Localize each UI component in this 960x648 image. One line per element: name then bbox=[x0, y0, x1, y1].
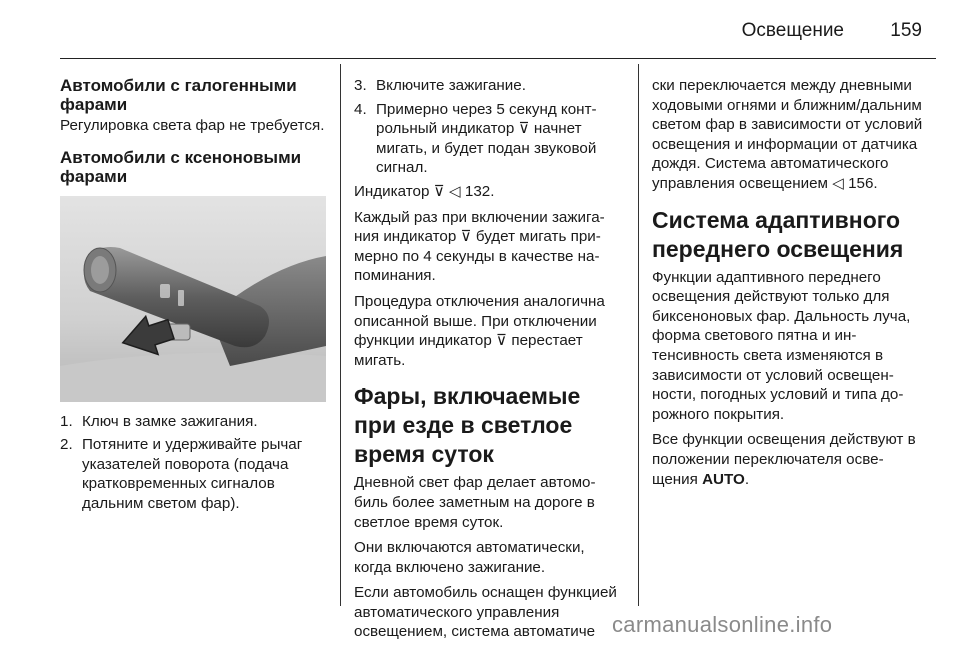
text-span: . bbox=[744, 470, 750, 488]
list-item bbox=[60, 435, 328, 513]
paragraph-halogen: Регулировка света фар не требуется. bbox=[60, 117, 325, 134]
paragraph-indicator-ref: Индикатор ⊽ ◁ 132. bbox=[354, 182, 495, 200]
heading-daytime-running-lights: Фары, включаемые при езде в светлое время суток bbox=[354, 383, 581, 468]
list-text: Примерно через 5 секунд контрольный индикатор ⊽ начнет мигать, и будет подан звуковой сигнал. bbox=[376, 100, 597, 177]
paragraph-drl-3: Если автомобиль оснащен функцией автоматического управления освещением, система автоматиче bbox=[354, 584, 617, 641]
heading-xenon: Автомобили с ксеноновыми фарами bbox=[60, 147, 302, 186]
paragraph-reminder: Каждый раз при включении зажигания индикатор ⊽ будет мигать примерно по 4 секунды в качестве напоминания. bbox=[354, 208, 605, 285]
list-item bbox=[354, 76, 624, 96]
list-number: 4. bbox=[354, 100, 367, 118]
list-item bbox=[60, 412, 328, 432]
text-span: Все функции освещения действуют в положении переключателя освещения bbox=[652, 431, 916, 488]
list-text: Ключ в замке зажигания. bbox=[82, 412, 258, 430]
column-2 bbox=[354, 76, 624, 648]
auto-label: AUTO bbox=[702, 470, 745, 488]
steps-list-1 bbox=[60, 412, 328, 514]
section-title: Освещение bbox=[741, 20, 844, 41]
list-text: Включите зажигание. bbox=[376, 77, 526, 94]
list-number: 2. bbox=[60, 436, 73, 454]
column-divider-2 bbox=[638, 64, 639, 606]
paragraph-adaptive-2 bbox=[652, 430, 924, 489]
page-header bbox=[60, 0, 936, 56]
header-rule bbox=[60, 58, 936, 59]
page-number: 159 bbox=[890, 20, 922, 41]
column-3 bbox=[652, 76, 924, 495]
paragraph-adaptive-1: Функции адаптивного переднего освещения действуют только для биксеноновых фар. Дальность луча, форма светового пятна и интенсивность света изменяются в зависимости от условий освещенности, погодных условий и типа дорожного покрытия. bbox=[652, 268, 911, 423]
turn-signal-lever-icon bbox=[60, 196, 326, 402]
list-number: 3. bbox=[354, 77, 367, 94]
column-divider-1 bbox=[340, 64, 341, 606]
paragraph-disable: Процедура отключения аналогична описанной выше. При отключении функции индикатор ⊽ перестает мигать. bbox=[354, 292, 605, 369]
steps-list-2 bbox=[354, 76, 624, 178]
list-number: 1. bbox=[60, 412, 73, 430]
list-text: Потяните и удерживайте рычаг указателей поворота (подача кратковременных сигналов дальним светом фар). bbox=[82, 436, 303, 512]
column-1 bbox=[60, 76, 328, 518]
paragraph-drl-continued: ски переключается между дневными ходовыми огнями и ближним/дальним светом фар в зависимости от условий освещения и информации от датчика дождя. Система автоматического управления освещением ◁ 156. bbox=[652, 77, 923, 192]
list-item bbox=[354, 100, 624, 178]
heading-halogen: Автомобили с галогенными фарами bbox=[60, 76, 297, 114]
paragraph-drl-1: Дневной свет фар делает автомобиль более заметным на дороге в светлое время суток. bbox=[354, 474, 596, 531]
turn-signal-lever-figure bbox=[60, 196, 326, 402]
paragraph-drl-2: Они включаются автоматически, когда включено зажигание. bbox=[354, 539, 585, 576]
watermark: carmanualsonline.info bbox=[612, 612, 833, 637]
heading-adaptive-lighting: Система адаптивного переднего освещения bbox=[652, 206, 904, 262]
